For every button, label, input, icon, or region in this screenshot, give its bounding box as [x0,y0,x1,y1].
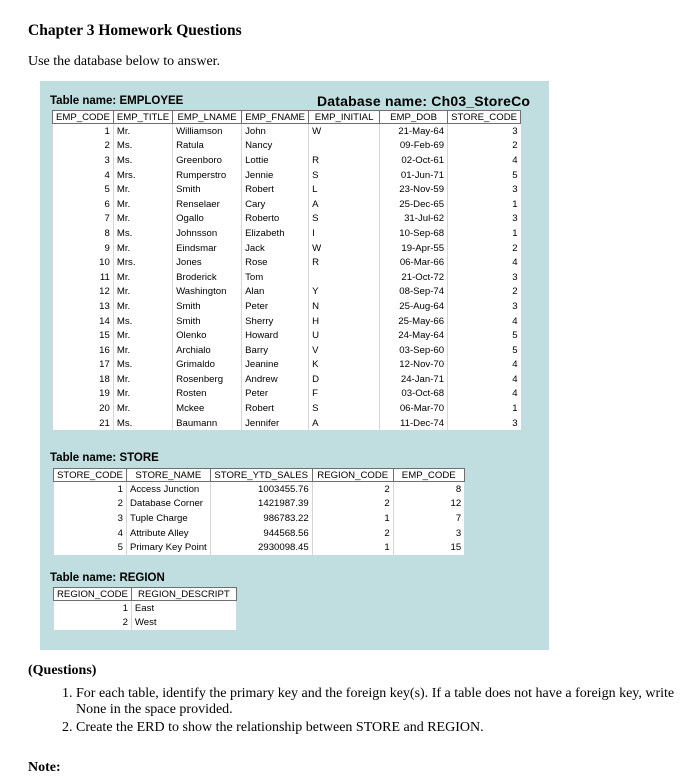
employee-cell: Ms. [113,226,172,241]
employee-cell: 17 [53,358,114,373]
employee-cell: 12-Nov-70 [380,358,448,373]
employee-cell: 06-Mar-70 [380,401,448,416]
employee-cell: Ms. [113,153,172,168]
store-cell: 2 [54,497,127,512]
note-label: Note: [28,760,61,775]
employee-cell: Archialo [173,343,242,358]
employee-cell: Ms. [113,358,172,373]
region-table [53,587,237,630]
region-table-row [54,616,237,631]
employee-cell: 2 [448,139,521,154]
employee-cell: 15 [53,328,114,343]
employee-cell: W [309,241,380,256]
employee-col-header: EMP_CODE [53,111,114,124]
employee-cell: L [309,182,380,197]
store-cell: 1 [312,511,393,526]
employee-cell: Y [309,285,380,300]
employee-table-label: Table name: EMPLOYEE [50,95,184,107]
employee-table-row [53,416,521,431]
employee-cell: Mr. [113,270,172,285]
store-cell: 1003455.76 [210,482,312,497]
employee-table-row [53,358,521,373]
employee-cell: John [242,124,309,139]
employee-table-row [53,226,521,241]
employee-cell: Peter [242,387,309,402]
employee-cell: Rosten [173,387,242,402]
store-cell: 5 [54,540,127,555]
employee-cell: Ms. [113,314,172,329]
employee-cell: 23-Nov-59 [380,182,448,197]
employee-cell: 31-Jul-62 [380,212,448,227]
employee-cell: S [309,212,380,227]
employee-cell: 2 [448,241,521,256]
employee-cell: 1 [448,226,521,241]
employee-cell: W [309,124,380,139]
employee-cell: Jack [242,241,309,256]
region-col-header: REGION_CODE [54,588,132,601]
employee-cell: 5 [448,168,521,183]
store-table-row [54,482,465,497]
employee-cell: 3 [448,182,521,197]
store-cell: 4 [54,526,127,541]
employee-table-row [53,270,521,285]
employee-table-row [53,328,521,343]
employee-table [52,110,521,430]
employee-cell: A [309,416,380,431]
store-cell: 7 [393,511,464,526]
store-cell: Attribute Alley [126,526,210,541]
employee-cell: 5 [448,328,521,343]
employee-cell: Mr. [113,241,172,256]
employee-cell: Alan [242,285,309,300]
store-col-header: STORE_YTD_SALES [210,469,312,482]
employee-table-row [53,401,521,416]
employee-cell: 3 [448,124,521,139]
employee-cell: Howard [242,328,309,343]
employee-cell: 06-Mar-66 [380,255,448,270]
employee-cell: V [309,343,380,358]
store-cell: 15 [393,540,464,555]
employee-col-header: EMP_INITIAL [309,111,380,124]
employee-cell: 21-Oct-72 [380,270,448,285]
employee-cell: Mr. [113,299,172,314]
employee-cell: 1 [448,197,521,212]
employee-cell: Ms. [113,416,172,431]
page-title: Chapter 3 Homework Questions [28,22,242,39]
region-table-label: Table name: REGION [50,572,165,584]
employee-cell: 4 [448,372,521,387]
employee-col-header: EMP_DOB [380,111,448,124]
employee-cell: 16 [53,343,114,358]
employee-col-header: EMP_TITLE [113,111,172,124]
employee-cell: 03-Sep-60 [380,343,448,358]
employee-table-row [53,212,521,227]
employee-cell: 24-Jan-71 [380,372,448,387]
employee-cell: Robert [242,182,309,197]
employee-cell: Tom [242,270,309,285]
employee-cell: 19 [53,387,114,402]
employee-cell: Rosenberg [173,372,242,387]
employee-cell: H [309,314,380,329]
question-2: 2. Create the ERD to show the relationship between STORE and REGION. [76,720,676,736]
employee-cell: 03-Oct-68 [380,387,448,402]
store-cell: Database Corner [126,497,210,512]
employee-cell: Lottie [242,153,309,168]
employee-table-row [53,314,521,329]
employee-table-row [53,343,521,358]
employee-cell [309,139,380,154]
store-cell: 2 [312,482,393,497]
employee-cell: Mr. [113,401,172,416]
employee-cell: 20 [53,401,114,416]
employee-table-row [53,182,521,197]
employee-table-row [53,197,521,212]
employee-cell: 10-Sep-68 [380,226,448,241]
employee-cell: Robert [242,401,309,416]
region-col-header: REGION_DESCRIPT [131,588,236,601]
employee-cell: Renselaer [173,197,242,212]
employee-cell: Mr. [113,328,172,343]
employee-cell: 14 [53,314,114,329]
employee-cell: Mr. [113,197,172,212]
employee-table-row [53,168,521,183]
employee-cell: 3 [53,153,114,168]
employee-cell: 6 [53,197,114,212]
employee-cell: I [309,226,380,241]
employee-cell: F [309,387,380,402]
employee-cell: Mr. [113,372,172,387]
store-cell: 12 [393,497,464,512]
employee-cell: 13 [53,299,114,314]
store-table-row [54,497,465,512]
employee-cell: Peter [242,299,309,314]
employee-cell: Mr. [113,212,172,227]
employee-cell: Roberto [242,212,309,227]
employee-cell: Jennie [242,168,309,183]
employee-cell: Ratula [173,139,242,154]
employee-cell: S [309,168,380,183]
employee-table-row [53,255,521,270]
employee-cell: 2 [448,285,521,300]
employee-cell: Rumperstro [173,168,242,183]
employee-cell: Smith [173,299,242,314]
store-cell: 2 [312,497,393,512]
employee-cell: Mr. [113,387,172,402]
employee-cell: 18 [53,372,114,387]
employee-cell: 9 [53,241,114,256]
store-cell: 986783.22 [210,511,312,526]
employee-table-row [53,241,521,256]
employee-table-row [53,153,521,168]
store-cell: Tuple Charge [126,511,210,526]
employee-cell: 25-Aug-64 [380,299,448,314]
employee-cell: 25-Dec-65 [380,197,448,212]
database-panel [40,81,549,650]
employee-table-row [53,285,521,300]
employee-cell: U [309,328,380,343]
employee-cell: Mr. [113,124,172,139]
employee-cell: 21-May-64 [380,124,448,139]
employee-cell: 7 [53,212,114,227]
employee-cell: 19-Apr-55 [380,241,448,256]
store-cell: 3 [393,526,464,541]
store-table-row [54,526,465,541]
employee-cell: Ms. [113,139,172,154]
employee-cell: 2 [53,139,114,154]
employee-cell: Johnsson [173,226,242,241]
employee-cell: 4 [448,358,521,373]
employee-cell: Mr. [113,182,172,197]
region-table-row [54,601,237,616]
store-cell: 3 [54,511,127,526]
employee-cell: Williamson [173,124,242,139]
employee-table-row [53,387,521,402]
employee-cell: 3 [448,212,521,227]
employee-cell: Olenko [173,328,242,343]
employee-cell: R [309,255,380,270]
employee-cell: Washington [173,285,242,300]
store-col-header: EMP_CODE [393,469,464,482]
employee-cell: Mckee [173,401,242,416]
region-cell: 2 [54,616,132,631]
employee-table-row [53,124,521,139]
store-cell: 1 [312,540,393,555]
employee-cell: 3 [448,416,521,431]
store-col-header: STORE_NAME [126,469,210,482]
store-col-header: REGION_CODE [312,469,393,482]
employee-cell: Sherry [242,314,309,329]
employee-cell: Greenboro [173,153,242,168]
employee-col-header: EMP_FNAME [242,111,309,124]
store-cell: 2 [312,526,393,541]
employee-cell: Mr. [113,343,172,358]
employee-cell: Grimaldo [173,358,242,373]
store-cell: 1421987.39 [210,497,312,512]
employee-cell: S [309,401,380,416]
employee-cell: Ogallo [173,212,242,227]
employee-table-row [53,372,521,387]
employee-cell: Barry [242,343,309,358]
employee-cell: 4 [448,255,521,270]
employee-cell: N [309,299,380,314]
store-cell: 8 [393,482,464,497]
employee-cell: Mr. [113,285,172,300]
employee-cell: 8 [53,226,114,241]
employee-cell: Cary [242,197,309,212]
employee-cell [309,270,380,285]
question-1: 1. For each table, identify the primary key and the foreign key(s). If a table does not have a foreign key, write None in the space provided. [76,686,676,718]
employee-table-row [53,139,521,154]
employee-cell: D [309,372,380,387]
employee-cell: 4 [448,387,521,402]
employee-cell: 02-Oct-61 [380,153,448,168]
employee-cell: 01-Jun-71 [380,168,448,183]
store-cell: 1 [54,482,127,497]
employee-cell: Mrs. [113,255,172,270]
employee-cell: 11 [53,270,114,285]
employee-cell: A [309,197,380,212]
employee-cell: Elizabeth [242,226,309,241]
employee-cell: Mrs. [113,168,172,183]
employee-cell: Eindsmar [173,241,242,256]
employee-cell: Smith [173,314,242,329]
employee-cell: R [309,153,380,168]
employee-cell: 08-Sep-74 [380,285,448,300]
employee-cell: 1 [53,124,114,139]
employee-cell: 5 [448,343,521,358]
employee-cell: Baumann [173,416,242,431]
employee-cell: 4 [448,314,521,329]
employee-cell: 4 [448,153,521,168]
employee-cell: Rose [242,255,309,270]
store-cell: 2930098.45 [210,540,312,555]
employee-cell: 4 [53,168,114,183]
employee-cell: 25-May-66 [380,314,448,329]
employee-col-header: EMP_LNAME [173,111,242,124]
store-cell: 944568.56 [210,526,312,541]
employee-cell: Jones [173,255,242,270]
employee-cell: 24-May-64 [380,328,448,343]
employee-cell: 3 [448,270,521,285]
intro-text: Use the database below to answer. [28,54,221,69]
employee-cell: Broderick [173,270,242,285]
store-table [53,468,465,555]
employee-cell: 21 [53,416,114,431]
employee-cell: Smith [173,182,242,197]
employee-cell: 11-Dec-74 [380,416,448,431]
employee-cell: Jennifer [242,416,309,431]
employee-cell: Andrew [242,372,309,387]
region-cell: 1 [54,601,132,616]
questions-heading: (Questions) [28,663,97,678]
store-table-row [54,511,465,526]
employee-cell: 10 [53,255,114,270]
employee-col-header: STORE_CODE [448,111,521,124]
employee-cell: Jeanine [242,358,309,373]
store-table-row [54,540,465,555]
questions-list [54,686,676,738]
employee-cell: Nancy [242,139,309,154]
store-table-label: Table name: STORE [50,452,159,464]
employee-cell: 12 [53,285,114,300]
store-cell: Primary Key Point [126,540,210,555]
employee-cell: K [309,358,380,373]
employee-cell: 3 [448,299,521,314]
employee-table-row [53,299,521,314]
store-col-header: STORE_CODE [54,469,127,482]
employee-cell: 1 [448,401,521,416]
employee-cell: 5 [53,182,114,197]
region-cell: West [131,616,236,631]
employee-cell: 09-Feb-69 [380,139,448,154]
region-cell: East [131,601,236,616]
database-name: Database name: Ch03_StoreCo [317,93,531,109]
store-cell: Access Junction [126,482,210,497]
